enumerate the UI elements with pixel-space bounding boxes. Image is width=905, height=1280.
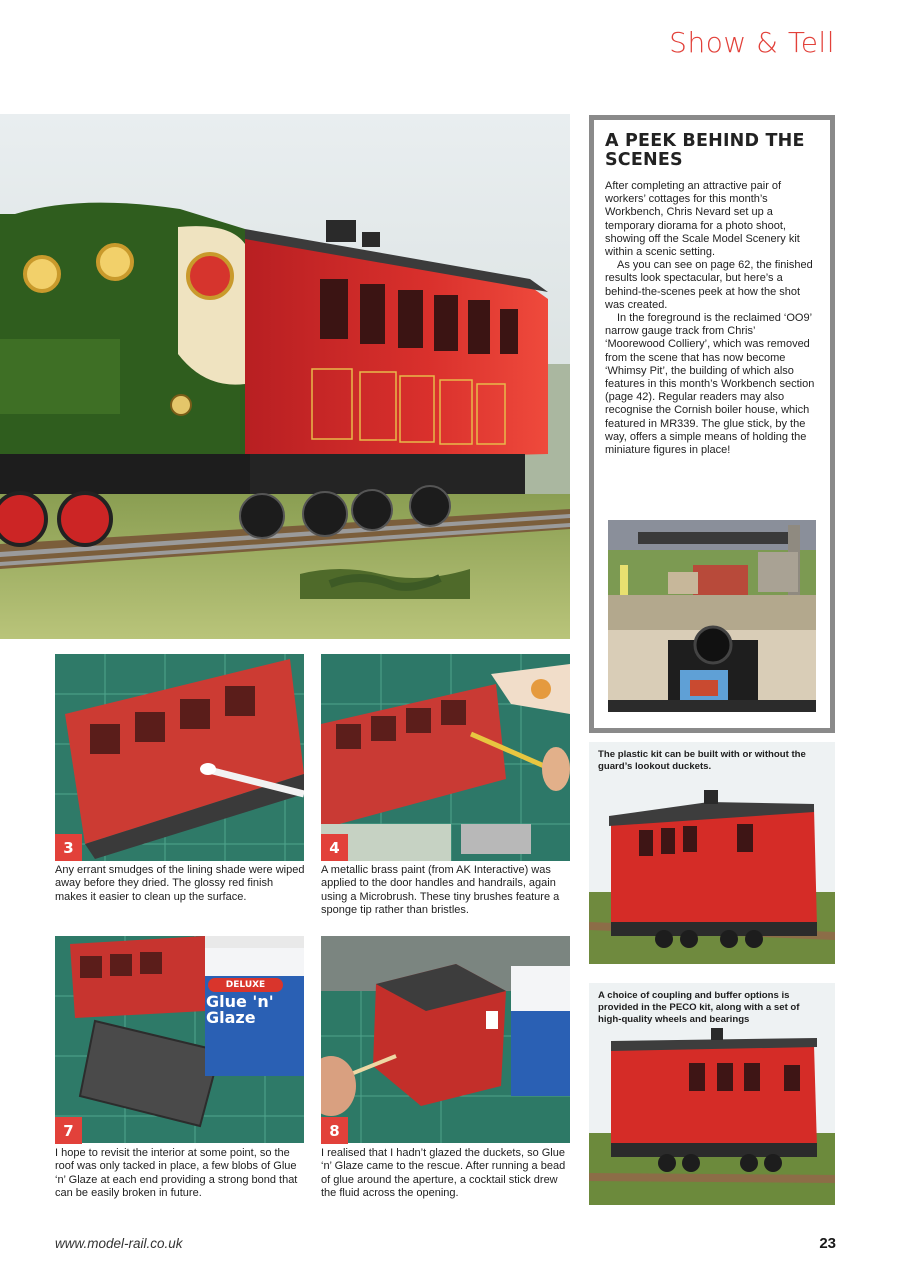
step-3-photo (55, 654, 304, 861)
product-name-line2: Glaze (206, 1008, 256, 1027)
step-badge: 7 (55, 1117, 82, 1144)
side-photo-1 (589, 742, 835, 964)
side-photo-2-caption: A choice of coupling and buffer options is provided in the PECO kit, along with a set of high-quality wheels and bearings (598, 990, 800, 1025)
product-name-line1: Glue 'n' (206, 992, 274, 1011)
page-number: 23 (819, 1235, 836, 1252)
sidebar-paragraph: As you can see on page 62, the finished results look spectacular, but here’s a behind-the-scenes peek at how the shot was created. (605, 259, 813, 311)
hero-photo (0, 114, 570, 639)
product-brand: DELUXE (208, 978, 283, 992)
step-8-photo (321, 936, 570, 1143)
product-name (206, 994, 296, 1026)
step-8-caption: I realised that I hadn’t glazed the duckets, so Glue ‘n’ Glaze came to the rescue. After running a bead of glue around the aperture, a cocktail stick drew the fluid across the opening. (321, 1147, 566, 1199)
step-badge: 8 (321, 1117, 348, 1144)
sidebar-paragraph: In the foreground is the reclaimed ‘OO9’ narrow gauge track from Chris’ ‘Moorewood Colliery’, which was removed from the scene that has now become ‘Whimsy Pit’, the building of which also features in this month’s Workbench section (page 42). Regular readers may also recognise the Cornish boiler house, which featured in MR339. The glue stick, by the way, offers a simple means of holding the miniature figures in place! (605, 312, 815, 457)
side-photo-2 (589, 983, 835, 1205)
sidebar-title: A PEEK BEHIND THE SCENES (605, 131, 805, 170)
step-badge: 4 (321, 834, 348, 861)
step-4-caption: A metallic brass paint (from AK Interactive) was applied to the door handles and handrails, again using a Microbrush. These tiny brushes feature a sponge tip rather than bristles. (321, 864, 560, 916)
sidebar-body (605, 180, 817, 457)
step-4-photo (321, 654, 570, 861)
section-title: Show & Tell (669, 26, 835, 59)
sidebar-paragraph: After completing an attractive pair of workers’ cottages for this month’s Workbench, Chris Nevard set up a temporary diorama for a photo shoot, showing off the Scale Model Scenery kit within a scenic setting. (605, 180, 800, 259)
sidebar-box (589, 115, 835, 733)
step-7-photo (55, 936, 304, 1143)
side-photo-1-caption: The plastic kit can be built with or without the guard’s lookout duckets. (598, 749, 806, 772)
behind-scenes-photo (608, 520, 816, 712)
step-3-caption: Any errant smudges of the lining shade were wiped away before they dried. The glossy red finish makes it easier to clean up the surface. (55, 864, 305, 903)
step-7-caption: I hope to revisit the interior at some point, so the roof was only tacked in place, a few blobs of Glue ‘n’ Glaze at each end providing a strong bond that can be easily broken in future. (55, 1147, 298, 1199)
step-badge: 3 (55, 834, 82, 861)
footer-url: www.model-rail.co.uk (55, 1236, 183, 1251)
